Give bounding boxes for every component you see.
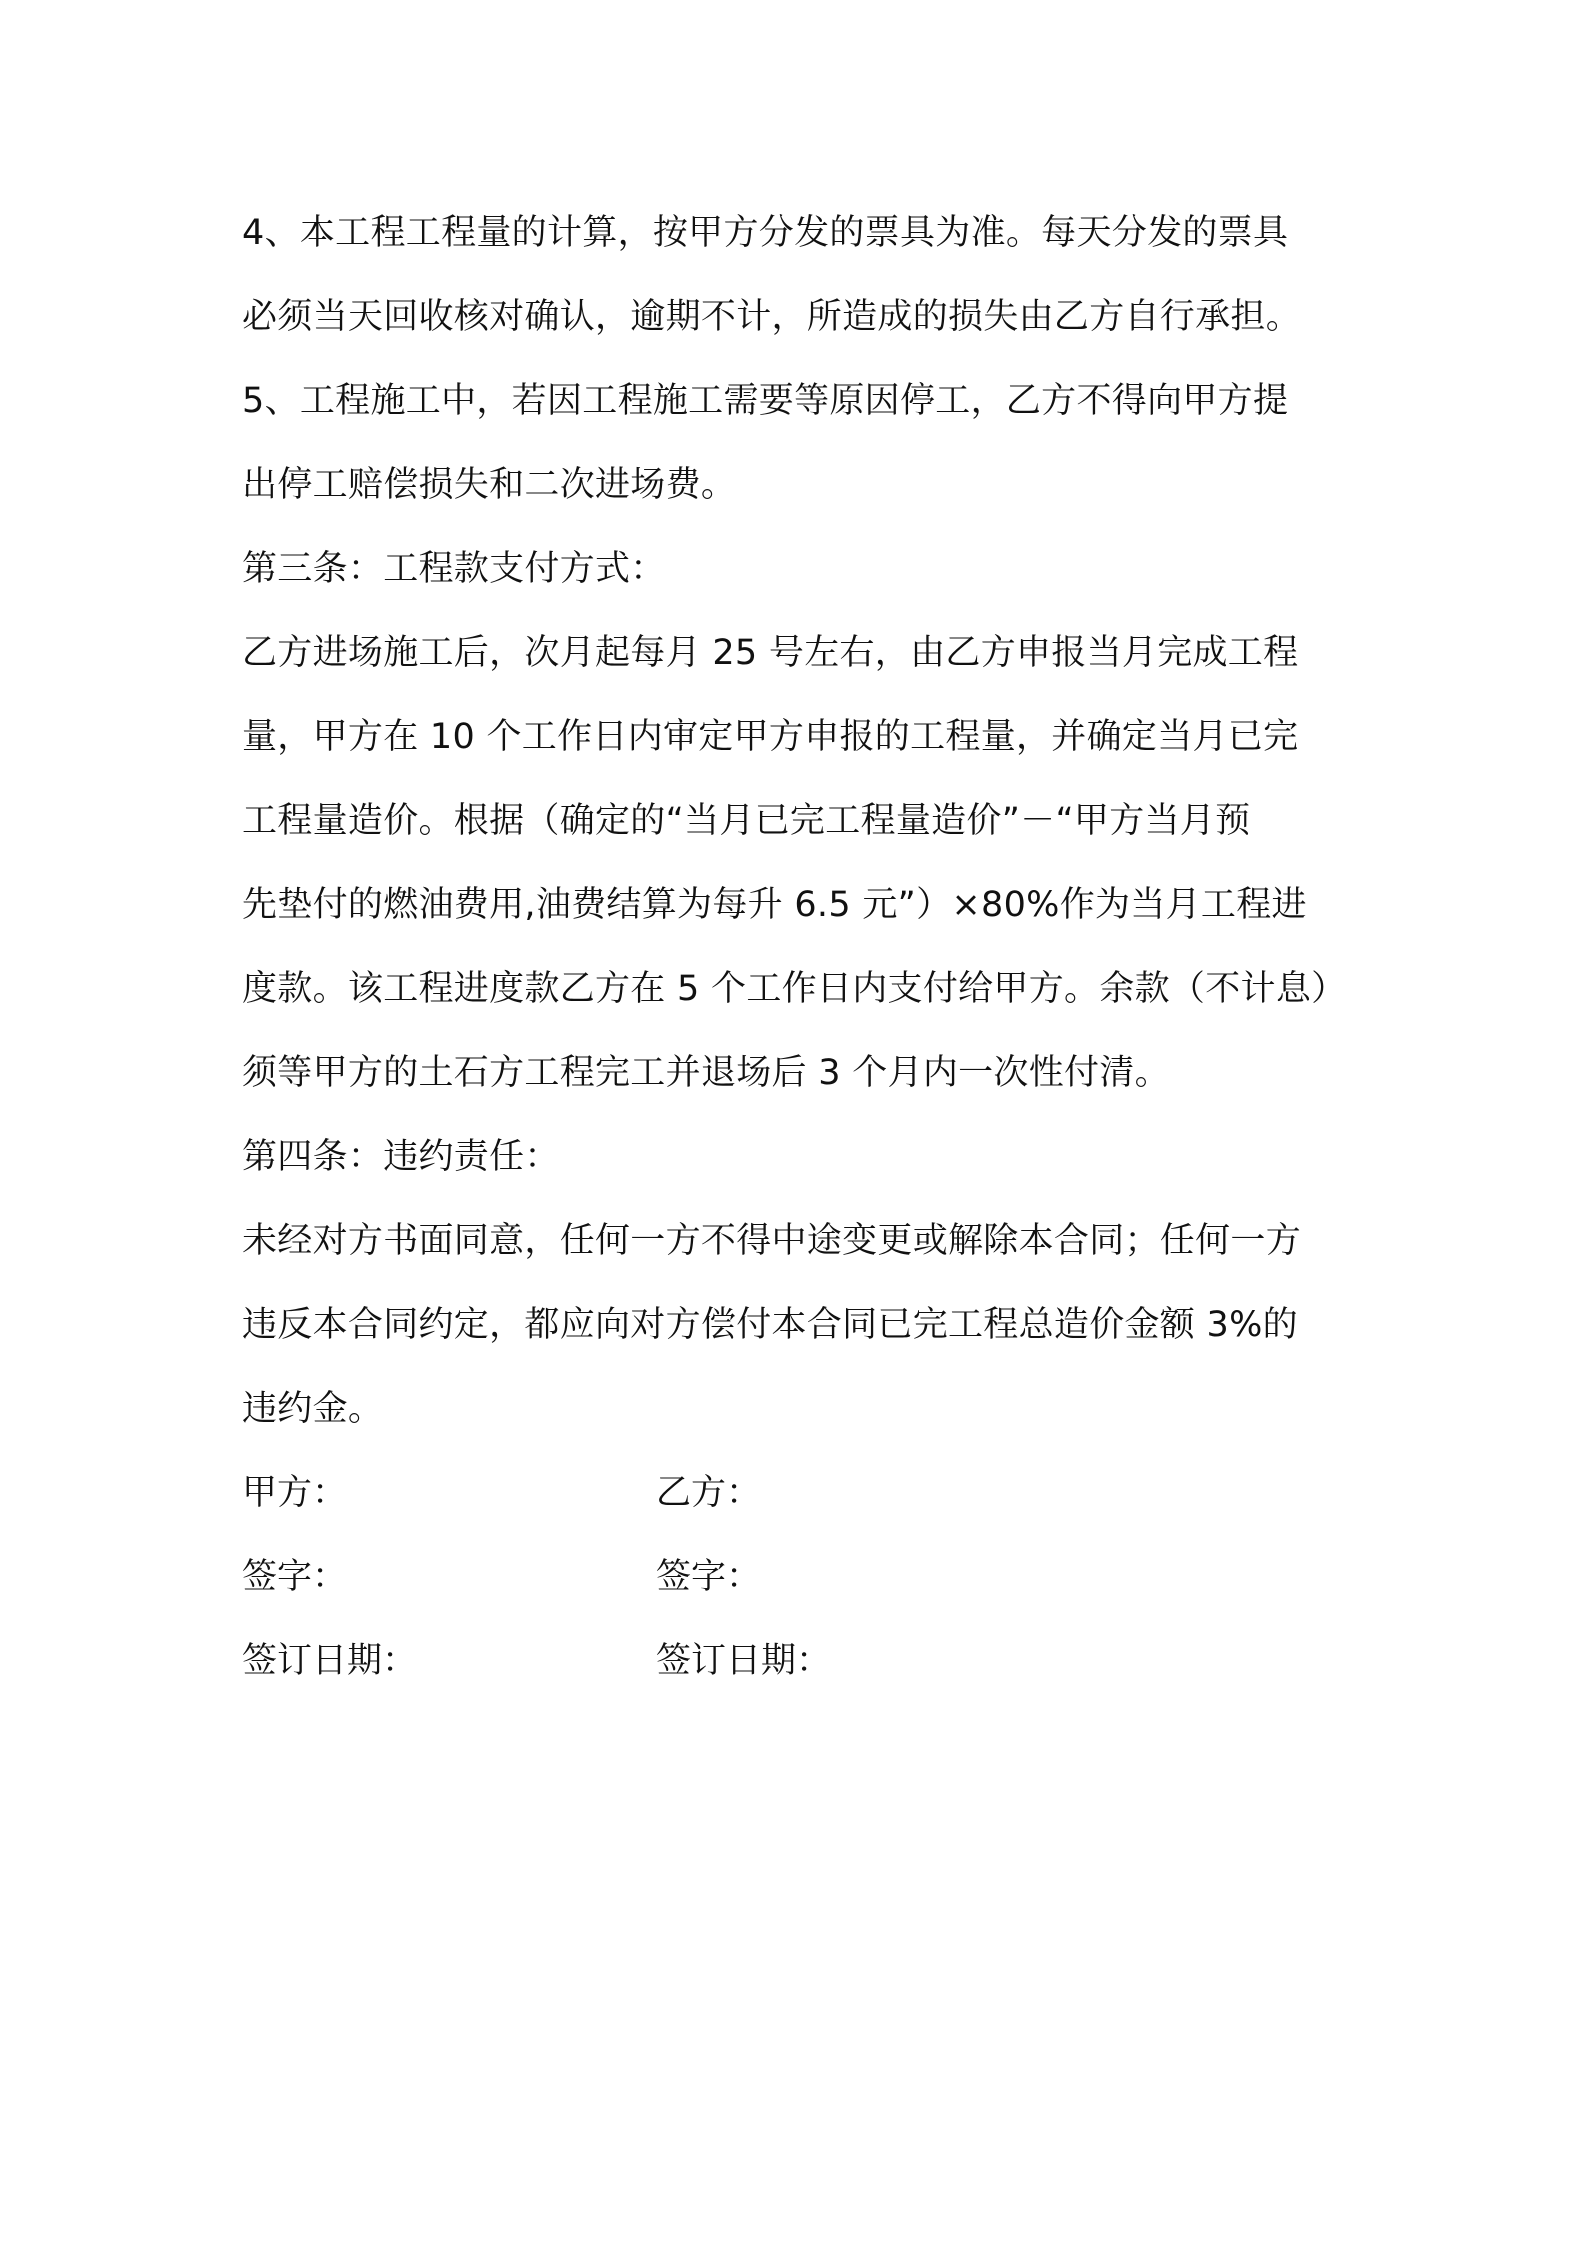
article-3-heading: 第三条：工程款支付方式： <box>242 549 666 589</box>
clause-5-line-2: 出停工赔偿损失和二次进场费。 <box>242 465 737 505</box>
payment-line-1: 乙方进场施工后，次月起每月 25 号左右，由乙方申报当月完成工程 <box>242 633 1299 673</box>
payment-line-2: 量，甲方在 10 个工作日内审定甲方申报的工程量，并确定当月已完 <box>242 717 1299 757</box>
party-a-label: 甲方： <box>242 1473 348 1513</box>
signature-row-sign <box>242 1535 1362 1619</box>
signature-row-party <box>242 1451 1362 1535</box>
clause-5-line-1: 5、工程施工中，若因工程施工需要等原因停工，乙方不得向甲方提 <box>242 381 1289 421</box>
payment-line-5: 度款。该工程进度款乙方在 5 个工作日内支付给甲方。余款（不计息） <box>242 969 1347 1009</box>
clause-4-line-2: 必须当天回收核对确认，逾期不计，所造成的损失由乙方自行承担。 <box>242 297 1302 337</box>
party-b-label: 乙方： <box>656 1473 762 1513</box>
party-a-date-label: 签订日期： <box>242 1641 418 1681</box>
party-b-date-label: 签订日期： <box>656 1641 832 1681</box>
liability-line-2: 违反本合同约定，都应向对方偿付本合同已完工程总造价金额 3%的 <box>242 1305 1298 1345</box>
document-body <box>242 191 1362 1703</box>
party-a-signature-label: 签字： <box>242 1557 348 1597</box>
party-b-signature-label: 签字： <box>656 1557 762 1597</box>
liability-line-1: 未经对方书面同意，任何一方不得中途变更或解除本合同；任何一方 <box>242 1221 1302 1261</box>
article-4-heading: 第四条：违约责任： <box>242 1137 560 1177</box>
payment-line-6: 须等甲方的土石方工程完工并退场后 3 个月内一次性付清。 <box>242 1053 1170 1093</box>
payment-line-4: 先垫付的燃油费用,油费结算为每升 6.5 元”）×80%作为当月工程进 <box>242 885 1307 925</box>
payment-line-3: 工程量造价。根据（确定的“当月已完工程量造价”－“甲方当月预 <box>242 801 1251 841</box>
clause-4-line-1: 4、本工程工程量的计算，按甲方分发的票具为准。每天分发的票具 <box>242 213 1289 253</box>
signature-row-date <box>242 1619 1362 1703</box>
liability-line-3: 违约金。 <box>242 1389 384 1429</box>
